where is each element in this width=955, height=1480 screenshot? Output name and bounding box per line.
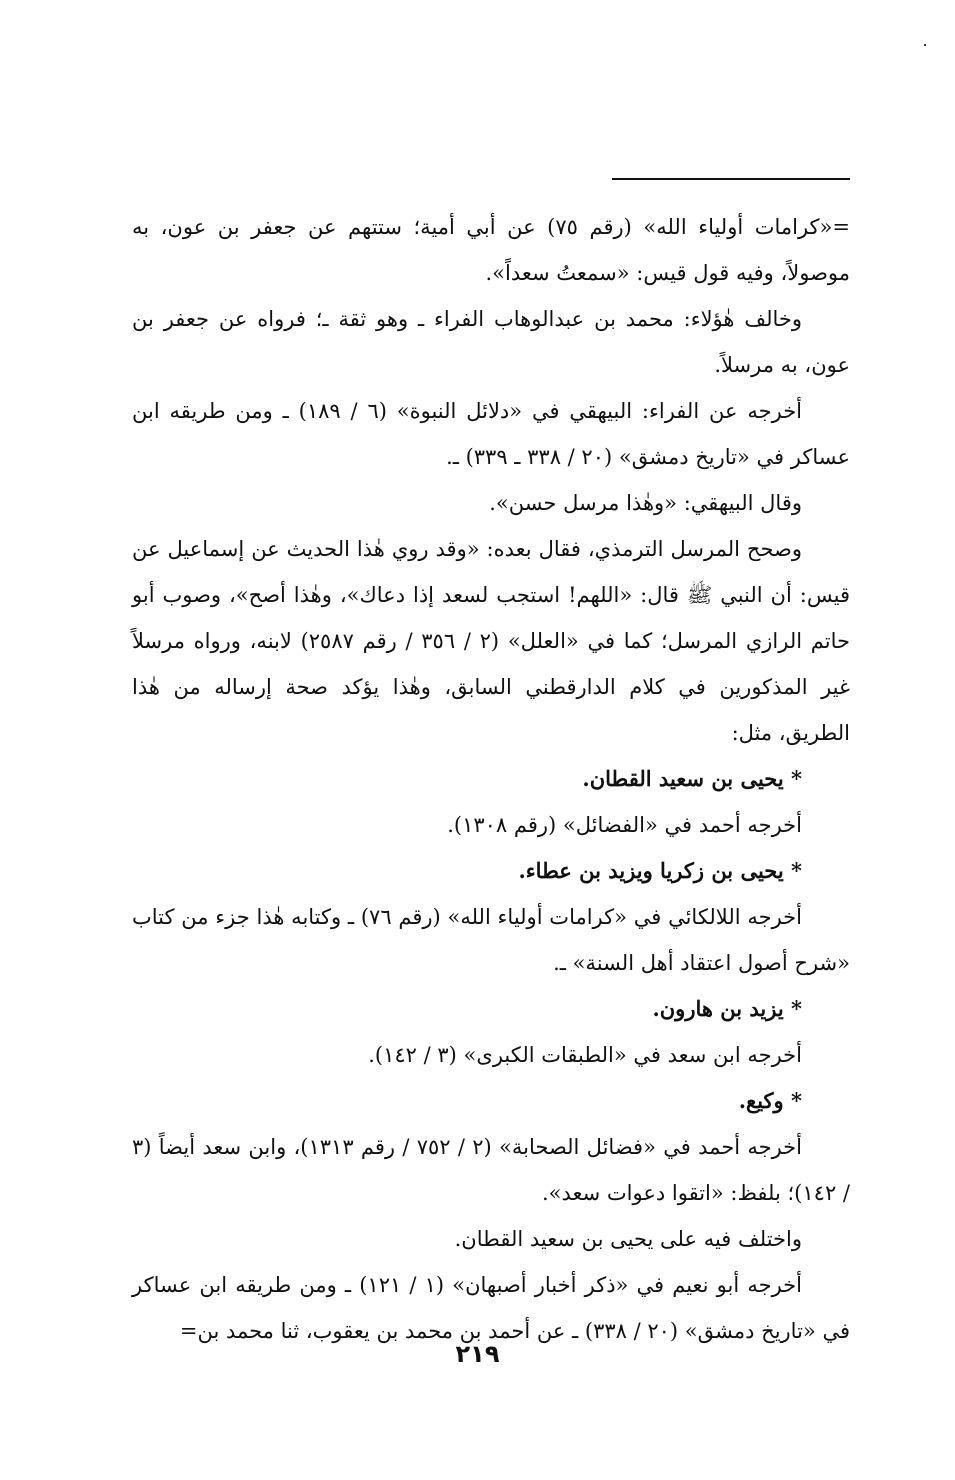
paragraph: وخالف هٰؤلاء: محمد بن عبدالوهاب الفراء ـ وهو ثقة ـ؛ فرواه عن جعفر بن عون، به مرسلاً. [132,307,850,377]
section-heading: * يحيى بن سعيد القطان. [582,766,802,791]
paragraph: أخرجه عن الفراء: البيهقي في «دلائل النبوة» (٦ / ١٨٩) ـ ومن طريقه ابن عساكر في «تاريخ دمشق» (٢٠ / ٣٣٨ ـ ٣٣٩) ـ. [132,399,850,469]
paragraph: أخرجه ابن سعد في «الطبقات الكبرى» (٣ / ١٤٢). [368,1043,802,1067]
paragraph: أخرجه أبو نعيم في «ذكر أخبار أصبهان» (١ / ١٢١) ـ ومن طريقه ابن عساكر في «تاريخ دمشق» (٢٠ / ٣٣٨) ـ عن أحمد بن محمد بن يعقوب، ثنا محمد بن= [132,1273,850,1343]
page-number: ٢١٩ [455,1340,500,1368]
paragraph: أخرجه أحمد في «الفضائل» (رقم ١٣٠٨). [447,813,802,837]
section-heading: * يحيى بن زكريا ويزيد بن عطاء. [518,858,802,883]
paragraph: وصحح المرسل الترمذي، فقال بعده: «وقد روي هٰذا الحديث عن إسماعيل عن قيس: أن النبي ﷺ قال: «اللهم! استجب لسعد إذا دعاك»، وهٰذا أصح»، وصوب أبو حاتم الرازي المرسل؛ كما في «العلل» (٢ / ٣٥٦ / رقم ٢٥٨٧) لابنه، ورواه مرسلاً غير المذكورين في كلام الدارقطني السابق، وهٰذا يؤكد صحة إرساله من هٰذا الطريق، مثل: [132,537,850,745]
scan-speck [924,44,926,46]
paragraph: أخرجه اللالكائي في «كرامات أولياء الله» (رقم ٧٦) ـ وكتابه هٰذا جزء من كتاب «شرح أصول اعتقاد أهل السنة» ـ. [132,905,850,975]
section-heading: * يزيد بن هارون. [652,996,802,1021]
paragraph: واختلف فيه على يحيى بن سعيد القطان. [454,1227,802,1251]
paragraph: وقال البيهقي: «وهٰذا مرسل حسن». [489,491,802,515]
footnote-body [132,204,850,1354]
section-heading: * وكيع. [738,1088,802,1113]
footnote-separator-rule [612,178,850,180]
paragraph: =«كرامات أولياء الله» (رقم ٧٥) عن أبي أمية؛ ستتهم عن جعفر بن عون، به موصولاً، وفيه قول قيس: «سمعتُ سعداً». [132,215,850,285]
paragraph: أخرجه أحمد في «فضائل الصحابة» (٢ / ٧٥٢ / رقم ١٣١٣)، وابن سعد أيضاً (٣ / ١٤٢)؛ بلفظ: «اتقوا دعوات سعد». [132,1135,850,1205]
